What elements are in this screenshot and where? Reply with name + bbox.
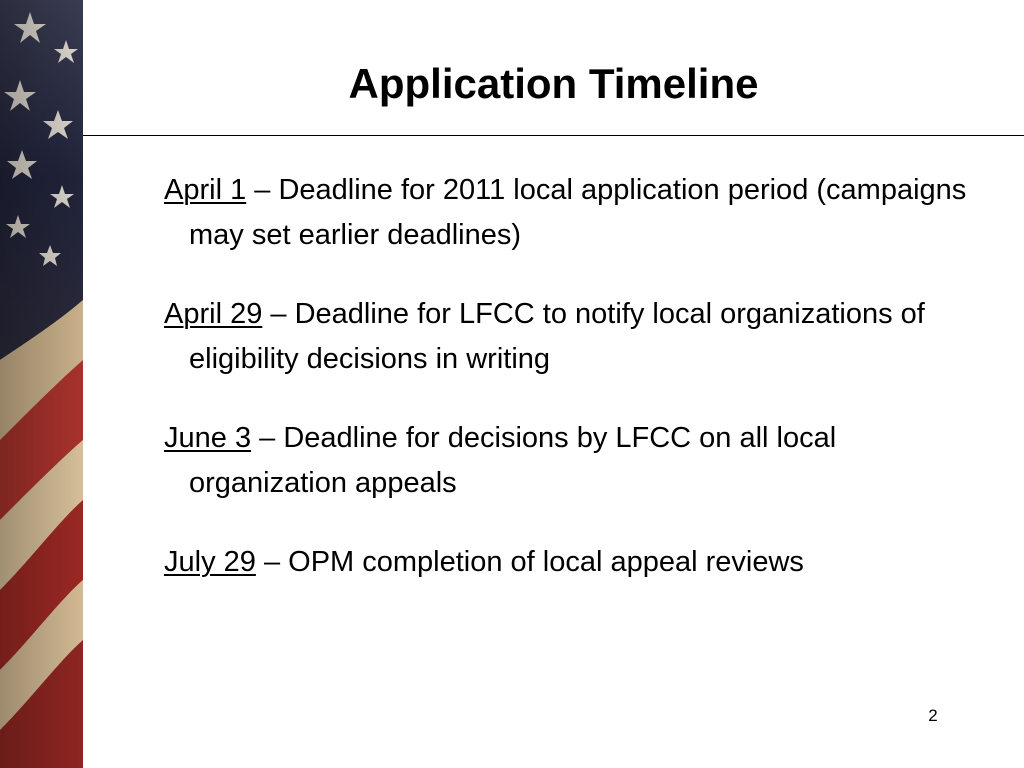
timeline-text: – Deadline for 2011 local application period (campaigns may set earlier deadlines) — [189, 174, 967, 251]
timeline-date: July 29 — [164, 546, 256, 578]
timeline-text: – Deadline for decisions by LFCC on all local organization appeals — [189, 422, 837, 499]
timeline-date: April 1 — [164, 174, 247, 206]
slide-title: Application Timeline — [348, 60, 759, 107]
timeline-item — [164, 292, 984, 382]
timeline-item — [164, 168, 984, 258]
page-number: 2 — [928, 706, 938, 725]
timeline-text: – OPM completion of local appeal reviews — [255, 546, 804, 578]
timeline-item — [164, 540, 984, 585]
timeline-date: June 3 — [164, 422, 252, 454]
timeline-date: April 29 — [164, 298, 263, 330]
timeline-text: – Deadline for LFCC to notify local organizations of eligibility decisions in writing — [189, 298, 925, 375]
title-divider — [83, 135, 1024, 136]
flag-image — [0, 0, 83, 768]
timeline-item — [164, 416, 984, 506]
timeline-list — [164, 168, 984, 619]
